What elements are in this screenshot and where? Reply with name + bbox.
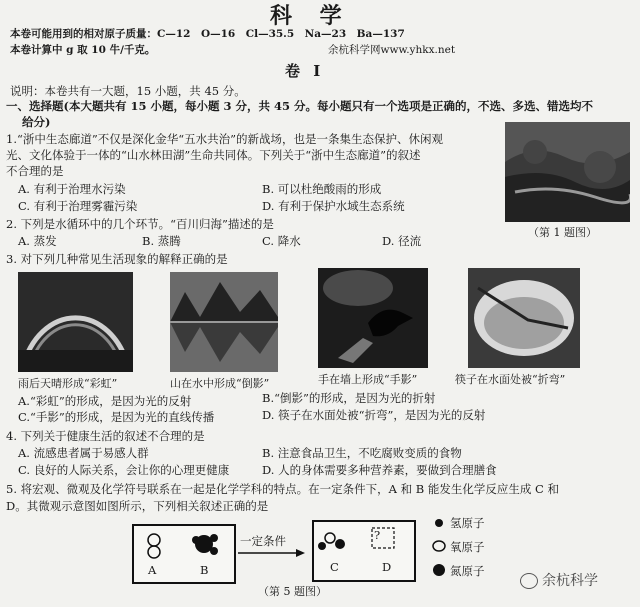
q1-option-c: C. 有利于治理雾霾污染: [18, 199, 138, 213]
q1-stem-line-3: 不合理的是: [6, 164, 64, 178]
q2-option-a: A. 蒸发: [18, 234, 57, 248]
section-title: 卷 Ⅰ: [285, 62, 325, 80]
q5-label-b: B: [200, 563, 209, 577]
instructions-line-1: 一、选择题(本大题共有 15 小题，每小题 3 分，共 45 分。每小题只有一个选项是正确的，不选、多选、错选均不: [6, 99, 593, 113]
q2-option-b: B. 蒸腾: [142, 234, 181, 248]
q1-option-d: D. 有利于保护水域生态系统: [262, 199, 405, 213]
q3-caption-reflection: 山在水中形成“倒影”: [170, 377, 270, 390]
gravity-note: 本卷计算中 g 取 10 牛/千克。: [10, 44, 156, 56]
q1-stem-line-2: 光、文化体验于一体的“山水林田湖”生命共同体。下列关于“浙中生态廊道”的叙述: [6, 148, 421, 162]
watermark-text: 余杭科学网www.yhkx.net: [328, 44, 456, 56]
q1-option-a: A. 有利于治理水污染: [18, 182, 126, 196]
q2-option-c: C. 降水: [262, 234, 301, 248]
brand-footer: [520, 572, 598, 590]
q5-caption: （第 5 题图）: [258, 585, 327, 598]
q4-option-d: D. 人的身体需要多种营养素，要做到合理膳食: [262, 463, 497, 477]
q5-legend-nitrogen: 氮原子: [450, 564, 485, 578]
q3-option-d: D. 筷子在水面处被“折弯”，是因为光的反射: [262, 408, 486, 422]
q2-stem: 2. 下列是水循环中的几个环节。“百川归海”描述的是: [6, 217, 274, 231]
instructions-line-2: 给分): [22, 115, 51, 129]
q5-arrow-label: 一定条件: [240, 534, 286, 548]
q1-photo-ecological-corridor: [505, 122, 630, 222]
q1-caption: （第 1 题图）: [528, 226, 597, 239]
q5-products-box: [312, 520, 416, 582]
q5-legend-oxygen: 氧原子: [450, 540, 485, 554]
brand-name: 余杭科学: [542, 573, 598, 589]
q3-stem: 3. 对下列几种常见生活现象的解释正确的是: [6, 252, 228, 266]
q4-option-a: A. 流感患者属于易感人群: [18, 446, 149, 460]
q5-label-a: A: [148, 563, 157, 577]
q5-legend-symbols: [432, 516, 446, 580]
q5-label-c: C: [330, 560, 339, 574]
q4-option-c: C. 良好的人际关系，会让你的心理更健康: [18, 463, 230, 477]
q2-option-d: D. 径流: [382, 234, 422, 248]
q3-photo-rainbow: [18, 272, 133, 372]
wechat-icon: [520, 573, 538, 589]
q3-option-b: B.“倒影”的形成，是因为光的折射: [262, 391, 436, 405]
q1-stem-line-1: 1.“浙中生态廊道”不仅是深化金华“五水共治”的新战场，也是一条集生态保护、休闲观: [6, 132, 443, 146]
q5-label-d: D: [382, 560, 392, 574]
q5-legend-hydrogen: 氢原子: [450, 516, 485, 530]
q4-stem: 4. 下列关于健康生活的叙述不合理的是: [6, 429, 205, 443]
page-title: 科 学: [270, 3, 352, 29]
q3-photo-hand-shadow: [318, 268, 428, 368]
q3-option-a: A.“彩虹”的形成，是因为光的反射: [18, 394, 192, 408]
q5-stem-line-1: 5. 将宏观、微观及化学符号联系在一起是化学学科的特点。在一定条件下，A 和 B 能发生化学反应生成 C 和: [6, 482, 559, 496]
q3-option-c: C.“手影”的形成，是因为光的直线传播: [18, 410, 215, 424]
q1-option-b: B. 可以杜绝酸雨的形成: [262, 182, 382, 196]
q5-stem-line-2: D。其微观示意图如图所示，下列相关叙述正确的是: [6, 499, 269, 513]
q3-photo-reflection: [170, 272, 278, 372]
q5-unknown-mark: ?: [374, 528, 381, 542]
q3-caption-chopsticks: 筷子在水面处被“折弯”: [455, 373, 566, 386]
atomic-masses-note: 本卷可能用到的相对原子质量：C—12 O—16 Cl—35.5 Na—23 Ba—137: [10, 28, 405, 40]
q3-photo-chopsticks: [468, 268, 580, 368]
q5-reaction-arrow: [238, 548, 306, 558]
q3-caption-hand-shadow: 手在墙上形成“手影”: [318, 373, 418, 386]
section-note: 说明：本卷共有一大题，15 小题，共 45 分。: [10, 84, 246, 98]
q4-option-b: B. 注意食品卫生，不吃腐败变质的食物: [262, 446, 462, 460]
q3-caption-rainbow: 雨后天晴形成“彩虹”: [18, 377, 118, 390]
